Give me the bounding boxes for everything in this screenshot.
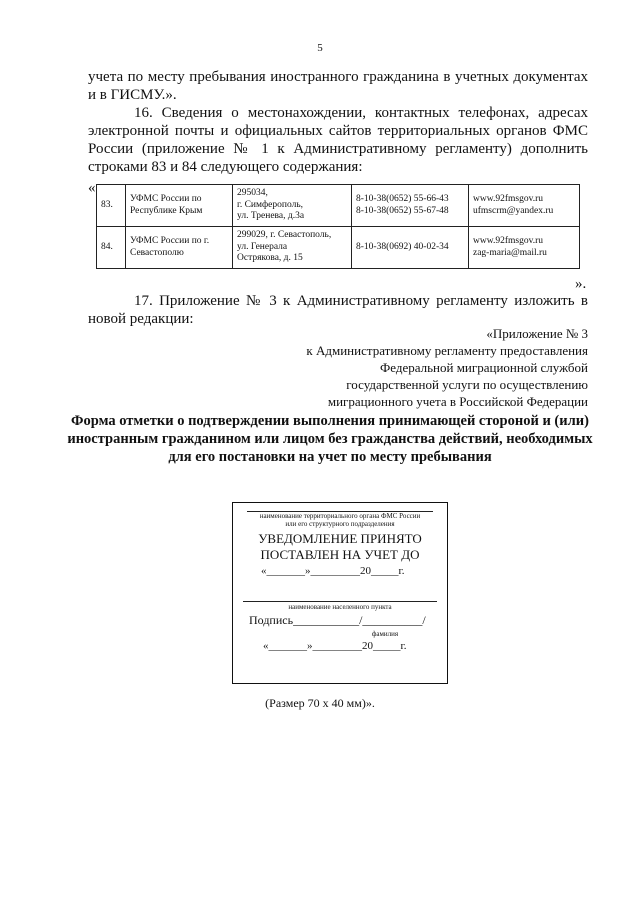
office-web [469,227,580,269]
address-line: 299029, г. Севастополь, [237,230,332,241]
address-line: ул. Тренева, д.3а [237,211,305,222]
place-caption: наименование населенного пункта [288,603,392,611]
paragraph-16: 16. Сведения о местонахождении, контактных телефонах, адресах электронной почты и официальных сайтов территориальных органов ФМС России (приложение № 1 к Административному регламенту) дополнить строками 83 и 84 следующего содержания: [88,105,588,175]
stamp-date-1: «_______»_________20_____г. [261,565,405,577]
address-line: ул. Генерала [237,241,288,252]
email-link[interactable]: zag-maria@mail.ru [473,247,547,258]
table-row [97,185,580,227]
website-link[interactable]: www.92fmsgov.ru [473,236,544,246]
appendix-line: миграционного учета в Российской Федерации [327,394,588,409]
registration-stamp [232,502,448,684]
office-address [233,185,352,227]
stamp-signature: Подпись___________/__________/ [249,613,426,627]
stamp-date-2: «_______»_________20_____г. [263,640,407,652]
quote-close: ». [575,276,587,292]
row-number: 83. [97,185,126,227]
paragraph-17: 17. Приложение № 3 к Административному регламенту изложить в новой редакции: [88,293,588,327]
office-address [233,227,352,269]
row-number: 84. [97,227,126,269]
address-line: г. Симферополь, [237,199,304,210]
org-caption-2: или его структурного подразделения [285,520,395,528]
office-phones [352,185,469,227]
stamp-registered-until: ПОСТАВЛЕН НА УЧЕТ ДО [260,547,420,562]
office-name: УФМС России по г. Севастополю [126,227,233,269]
org-caption: наименование территориального органа ФМС России [259,512,421,520]
appendix-line: к Административному регламенту предоставления [306,343,588,358]
appendix-line: Федеральной миграционной службой [379,360,588,375]
office-phones [352,227,469,269]
place-line [243,601,437,602]
address-line: Острякова, д. 15 [237,253,303,264]
appendix-line: государственной услуги по осуществлению [346,377,588,392]
table-row [97,227,580,269]
quote-open: « [88,180,96,196]
size-note: (Размер 70 х 40 мм)». [265,696,375,710]
email-link[interactable]: ufmscrm@yandex.ru [473,205,554,216]
website-link[interactable]: www.92fmsgov.ru [473,194,544,204]
phone: 8-10-38(0692) 40-02-34 [356,241,449,252]
appendix-header [300,325,588,410]
phone: 8-10-38(0652) 55-67-48 [356,205,449,216]
appendix-line: «Приложение № 3 [486,326,588,341]
paragraph-top: учета по месту пребывания иностранного гражданина в учетных документах и в ГИСМУ.». [88,69,588,103]
page-number: 5 [317,42,323,54]
address-line: 295034, [237,188,268,199]
phone: 8-10-38(0652) 55-66-43 [356,194,449,204]
form-title: Форма отметки о подтверждении выполнения принимающей стороной и (или) иностранным гражданином или лицом без гражданства действий, необходимых для его постановки на учет по месту пребывания [67,413,593,465]
office-name: УФМС России по Республике Крым [126,185,233,227]
stamp-accepted: УВЕДОМЛЕНИЕ ПРИНЯТО [258,531,422,546]
office-web [469,185,580,227]
territorial-offices-table [96,184,580,269]
surname-caption: фамилия [371,630,399,638]
